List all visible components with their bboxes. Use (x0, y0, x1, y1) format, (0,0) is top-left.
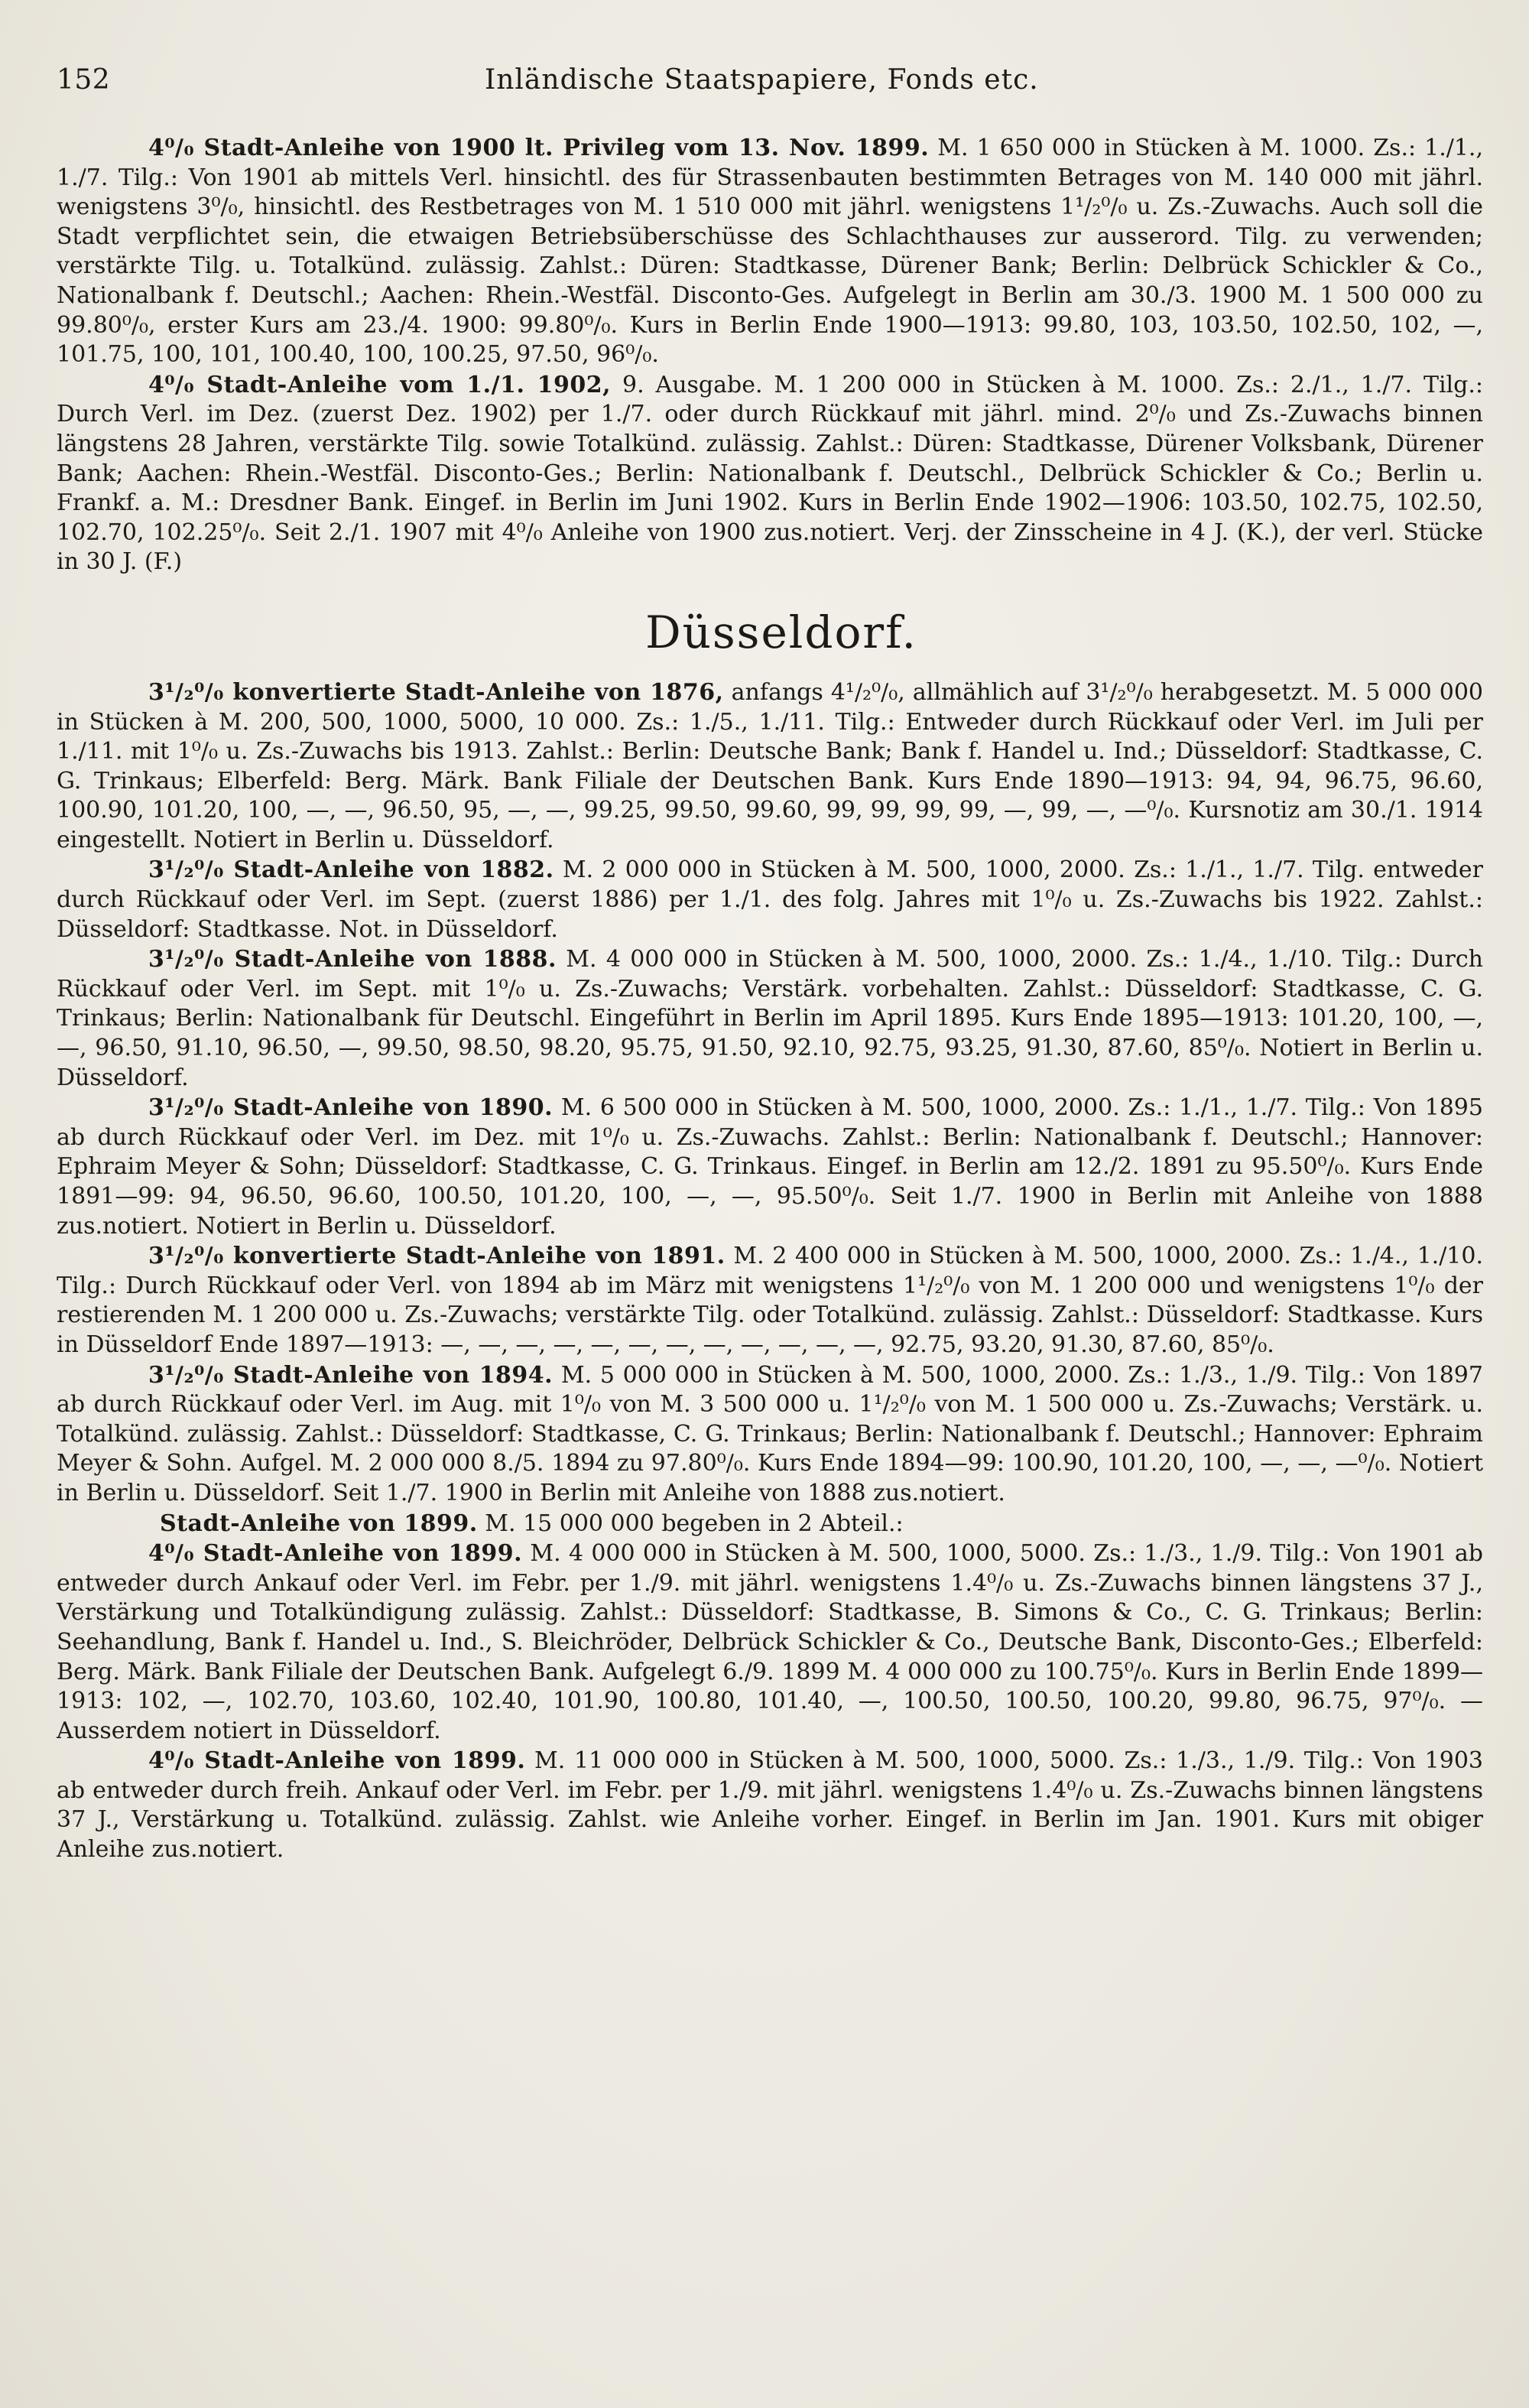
entry-heading: 4⁰/₀ Stadt-Anleihe von 1900 lt. Privileg vom 13. Nov. 1899. (148, 135, 930, 161)
entry-heading: 4⁰/₀ Stadt-Anleihe von 1899. (148, 1540, 523, 1568)
entry-heading: 3¹/₂⁰/₀ Stadt-Anleihe von 1888. (148, 946, 557, 973)
entry-heading: Stadt-Anleihe von 1899. (160, 1509, 478, 1537)
page-number: 152 (57, 64, 111, 96)
bond-entry (57, 1094, 1483, 1241)
bond-entry (57, 1361, 1483, 1509)
section-dueren-continued (57, 134, 1483, 577)
entry-body: M. 11 000 000 in Stücken à M. 500, 1000, 5000. Zs.: 1./3., 1./9. Tilg.: Von 1903 ab entweder durch freih. Ankauf oder Verl. im Febr. per 1./9. mit jährl. wenigstens 1.4⁰/₀ u. Zs.-Zuwachs binnen längstens 37 J., Verstärkung u. Totalkünd. zulässig. Zahlst. wie Anleihe vorher. Eingef. in Berlin im Jan. 1901. Kurs mit obiger Anleihe zus.notiert. (57, 1747, 1483, 1864)
bond-group-heading (57, 1509, 1483, 1539)
bond-entry (57, 1747, 1483, 1864)
bond-entry (57, 371, 1483, 577)
entry-body: M. 2 000 000 in Stücken à M. 500, 1000, 2000. Zs.: 1./1., 1./7. Tilg. entweder durch Rückkauf oder Verl. im Sept. (zuerst 1886) per 1./1. des folg. Jahres mit 1⁰/₀ u. Zs.-Zuwachs bis 1922. Zahlst.: Düsseldorf: Stadtkasse. Not. in Düsseldorf. (57, 856, 1483, 943)
entry-body: anfangs 4¹/₂⁰/₀, allmählich auf 3¹/₂⁰/₀ herabgesetzt. M. 5 000 000 in Stücken à M. 200, 500, 1000, 5000, 10 000. Zs.: 1./5., 1./11. Tilg.: Entweder durch Rückkauf oder Verl. im Juli per 1./11. mit 1⁰/₀ u. Zs.-Zuwachs bis 1913. Zahlst.: Berlin: Deutsche Bank; Bank f. Handel u. Ind.; Düsseldorf: Stadtkasse, C. G. Trinkaus; Elberfeld: Berg. Märk. Bank Filiale der Deutschen Bank. Kurs Ende 1890—1913: 94, 94, 96.75, 96.60, 100.90, 101.20, 100, —, —, 96.50, 95, —, —, 99.25, 99.50, 99.60, 99, 99, 99, 99, —, 99, —, —⁰/₀. Kursnotiz am 30./1. 1914 eingestellt. Notiert in Berlin u. Düsseldorf. (57, 678, 1484, 853)
bond-entry (57, 134, 1483, 370)
bond-entry (57, 945, 1483, 1093)
entry-heading: 3¹/₂⁰/₀ Stadt-Anleihe von 1890. (148, 1094, 553, 1122)
entry-body: M. 2 400 000 in Stücken à M. 500, 1000, 2000. Zs.: 1./4., 1./10. Tilg.: Durch Rückkauf oder Verl. von 1894 ab im März mit wenigstens 1¹/₂⁰/₀ von M. 1 200 000 und wenigstens 1⁰/₀ der restierenden M. 1 200 000 u. Zs.-Zuwachs; verstärkte Tilg. oder Totalkünd. zulässig. Zahlst.: Düsseldorf: Stadtkasse. Kurs in Düsseldorf Ende 1897—1913: —, —, —, —, —, —, —, —, —, —, —, —, 92.75, 93.20, 91.30, 87.60, 85⁰/₀. (57, 1243, 1484, 1358)
running-head (57, 64, 1483, 96)
entry-body: M. 1 650 000 in Stücken à M. 1000. Zs.: 1./1., 1./7. Tilg.: Von 1901 ab mittels Verl. hinsichtl. des für Strassenbauten bestimmten Betrages von M. 140 000 mit jährl. wenigstens 3⁰/₀, hinsichtl. des Restbetrages von M. 1 510 000 mit jährl. wenigstens 1¹/₂⁰/₀ u. Zs.-Zuwachs. Auch soll die Stadt verpflichtet sein, die etwaigen Betriebsüberschüsse des Schlachthauses zur ausserord. Tilg. zu verwenden; verstärkte Tilg. u. Totalkünd. zulässig. Zahlst.: Düren: Stadtkasse, Dürener Bank; Berlin: Delbrück Schickler & Co., Nationalbank f. Deutschl.; Aachen: Rhein.-Westfäl. Disconto-Ges. Aufgelegt in Berlin am 30./3. 1900 M. 1 500 000 zu 99.80⁰/₀, erster Kurs am 23./4. 1900: 99.80⁰/₀. Kurs in Berlin Ende 1900—1913: 99.80, 103, 103.50, 102.50, 102, —, 101.75, 100, 101, 100.40, 100, 100.25, 97.50, 96⁰/₀. (57, 135, 1484, 369)
entry-body: M. 6 500 000 in Stücken à M. 500, 1000, 2000. Zs.: 1./1., 1./7. Tilg.: Von 1895 ab durch Rückkauf oder Verl. im Dez. mit 1⁰/₀ u. Zs.-Zuwachs. Zahlst.: Berlin: Nationalbank f. Deutschl.; Hannover: Ephraim Meyer & Sohn; Düsseldorf: Stadtkasse, C. G. Trinkaus. Eingef. in Berlin am 12./2. 1891 zu 95.50⁰/₀. Kurs Ende 1891—99: 94, 96.50, 96.60, 100.50, 101.20, 100, —, —, 95.50⁰/₀. Seit 1./7. 1900 in Berlin mit Anleihe von 1888 zus.notiert. Notiert in Berlin u. Düsseldorf. (57, 1094, 1483, 1240)
entry-heading: 4⁰/₀ Stadt-Anleihe vom 1./1. 1902, (148, 371, 612, 398)
entry-heading: 3¹/₂⁰/₀ konvertierte Stadt-Anleihe von 1891. (148, 1243, 726, 1270)
entry-heading: 3¹/₂⁰/₀ konvertierte Stadt-Anleihe von 1876, (148, 678, 724, 706)
entry-heading: 3¹/₂⁰/₀ Stadt-Anleihe von 1894. (148, 1361, 553, 1389)
section-duesseldorf (57, 678, 1483, 1865)
running-title: Inländische Staatspapiere, Fonds etc. (485, 64, 1039, 96)
entry-body: 9. Ausgabe. M. 1 200 000 in Stücken à M. 1000. Zs.: 2./1., 1./7. Tilg.: Durch Verl. im Dez. (zuerst Dez. 1902) per 1./7. oder durch Rückkauf mit jährl. mind. 2⁰/₀ und Zs.-Zuwachs binnen längstens 28 Jahren, verstärkte Tilg. sowie Totalkünd. zulässig. Zahlst.: Düren: Stadtkasse, Dürener Volksbank, Dürener Bank; Aachen: Rhein.-Westfäl. Disconto-Ges.; Berlin: Nationalbank f. Deutschl., Delbrück Schickler & Co.; Berlin u. Frankf. a. M.: Dresdner Bank. Eingef. in Berlin im Juni 1902. Kurs in Berlin Ende 1902—1906: 103.50, 102.75, 102.50, 102.70, 102.25⁰/₀. Seit 2./1. 1907 mit 4⁰/₀ Anleihe von 1900 zus.notiert. Verj. der Zinsscheine in 4 J. (K.), der verl. Stücke in 30 J. (F.) (57, 371, 1483, 576)
entry-heading: 3¹/₂⁰/₀ Stadt-Anleihe von 1882. (148, 856, 554, 884)
entry-body: M. 5 000 000 in Stücken à M. 500, 1000, 2000. Zs.: 1./3., 1./9. Tilg.: Von 1897 ab durch Rückkauf oder Verl. im Aug. mit 1⁰/₀ von M. 3 500 000 u. 1¹/₂⁰/₀ von M. 1 500 000 u. Zs.-Zuwachs; Verstärk. u. Totalkünd. zulässig. Zahlst.: Düsseldorf: Stadtkasse, C. G. Trinkaus; Berlin: Nationalbank f. Deutschl.; Hannover: Ephraim Meyer & Sohn. Aufgel. M. 2 000 000 8./5. 1894 zu 97.80⁰/₀. Kurs Ende 1894—99: 100.90, 101.20, 100, —, —, —⁰/₀. Notiert in Berlin u. Düsseldorf. Seit 1./7. 1900 in Berlin mit Anleihe von 1888 zus.notiert. (57, 1361, 1483, 1506)
entry-body: M. 15 000 000 begeben in 2 Abteil.: (485, 1509, 904, 1537)
entry-body: M. 4 000 000 in Stücken à M. 500, 1000, 2000. Zs.: 1./4., 1./10. Tilg.: Durch Rückkauf oder Verl. im Sept. mit 1⁰/₀ u. Zs.-Zuwachs; Verstärk. vorbehalten. Zahlst.: Düsseldorf: Stadtkasse, C. G. Trinkaus; Berlin: Nationalbank für Deutschl. Eingeführt in Berlin im April 1895. Kurs Ende 1895—1913: 101.20, 100, —, —, 96.50, 91.10, 96.50, —, 99.50, 98.50, 98.20, 95.75, 91.50, 92.10, 92.75, 93.25, 91.30, 87.60, 85⁰/₀. Notiert in Berlin u. Düsseldorf. (57, 946, 1483, 1091)
city-heading: Düsseldorf. (645, 606, 917, 658)
bond-entry (57, 1242, 1483, 1360)
bond-entry (57, 1539, 1483, 1746)
entry-body: M. 4 000 000 in Stücken à M. 500, 1000, 5000. Zs.: 1./3., 1./9. Tilg.: Von 1901 ab entweder durch Ankauf oder Verl. im Febr. per 1./9. mit jährl. wenigstens 1.4⁰/₀ u. Zs.-Zuwachs binnen längstens 37 J., Verstärkung und Totalkündigung zulässig. Zahlst.: Düsseldorf: Stadtkasse, B. Simons & Co., C. G. Trinkaus; Berlin: Seehandlung, Bank f. Handel u. Ind., S. Bleichröder, Delbrück Schickler & Co., Deutsche Bank, Disconto-Ges.; Elberfeld: Berg. Märk. Bank Filiale der Deutschen Bank. Aufgelegt 6./9. 1899 M. 4 000 000 zu 100.75⁰/₀. Kurs in Berlin Ende 1899—1913: 102, —, 102.70, 103.60, 102.40, 101.90, 100.80, 101.40, —, 100.50, 100.50, 100.20, 99.80, 96.75, 97⁰/₀. — Ausserdem notiert in Düsseldorf. (57, 1540, 1483, 1744)
bond-entry (57, 678, 1483, 856)
entry-heading: 4⁰/₀ Stadt-Anleihe von 1899. (148, 1747, 526, 1775)
bond-entry (57, 856, 1483, 944)
